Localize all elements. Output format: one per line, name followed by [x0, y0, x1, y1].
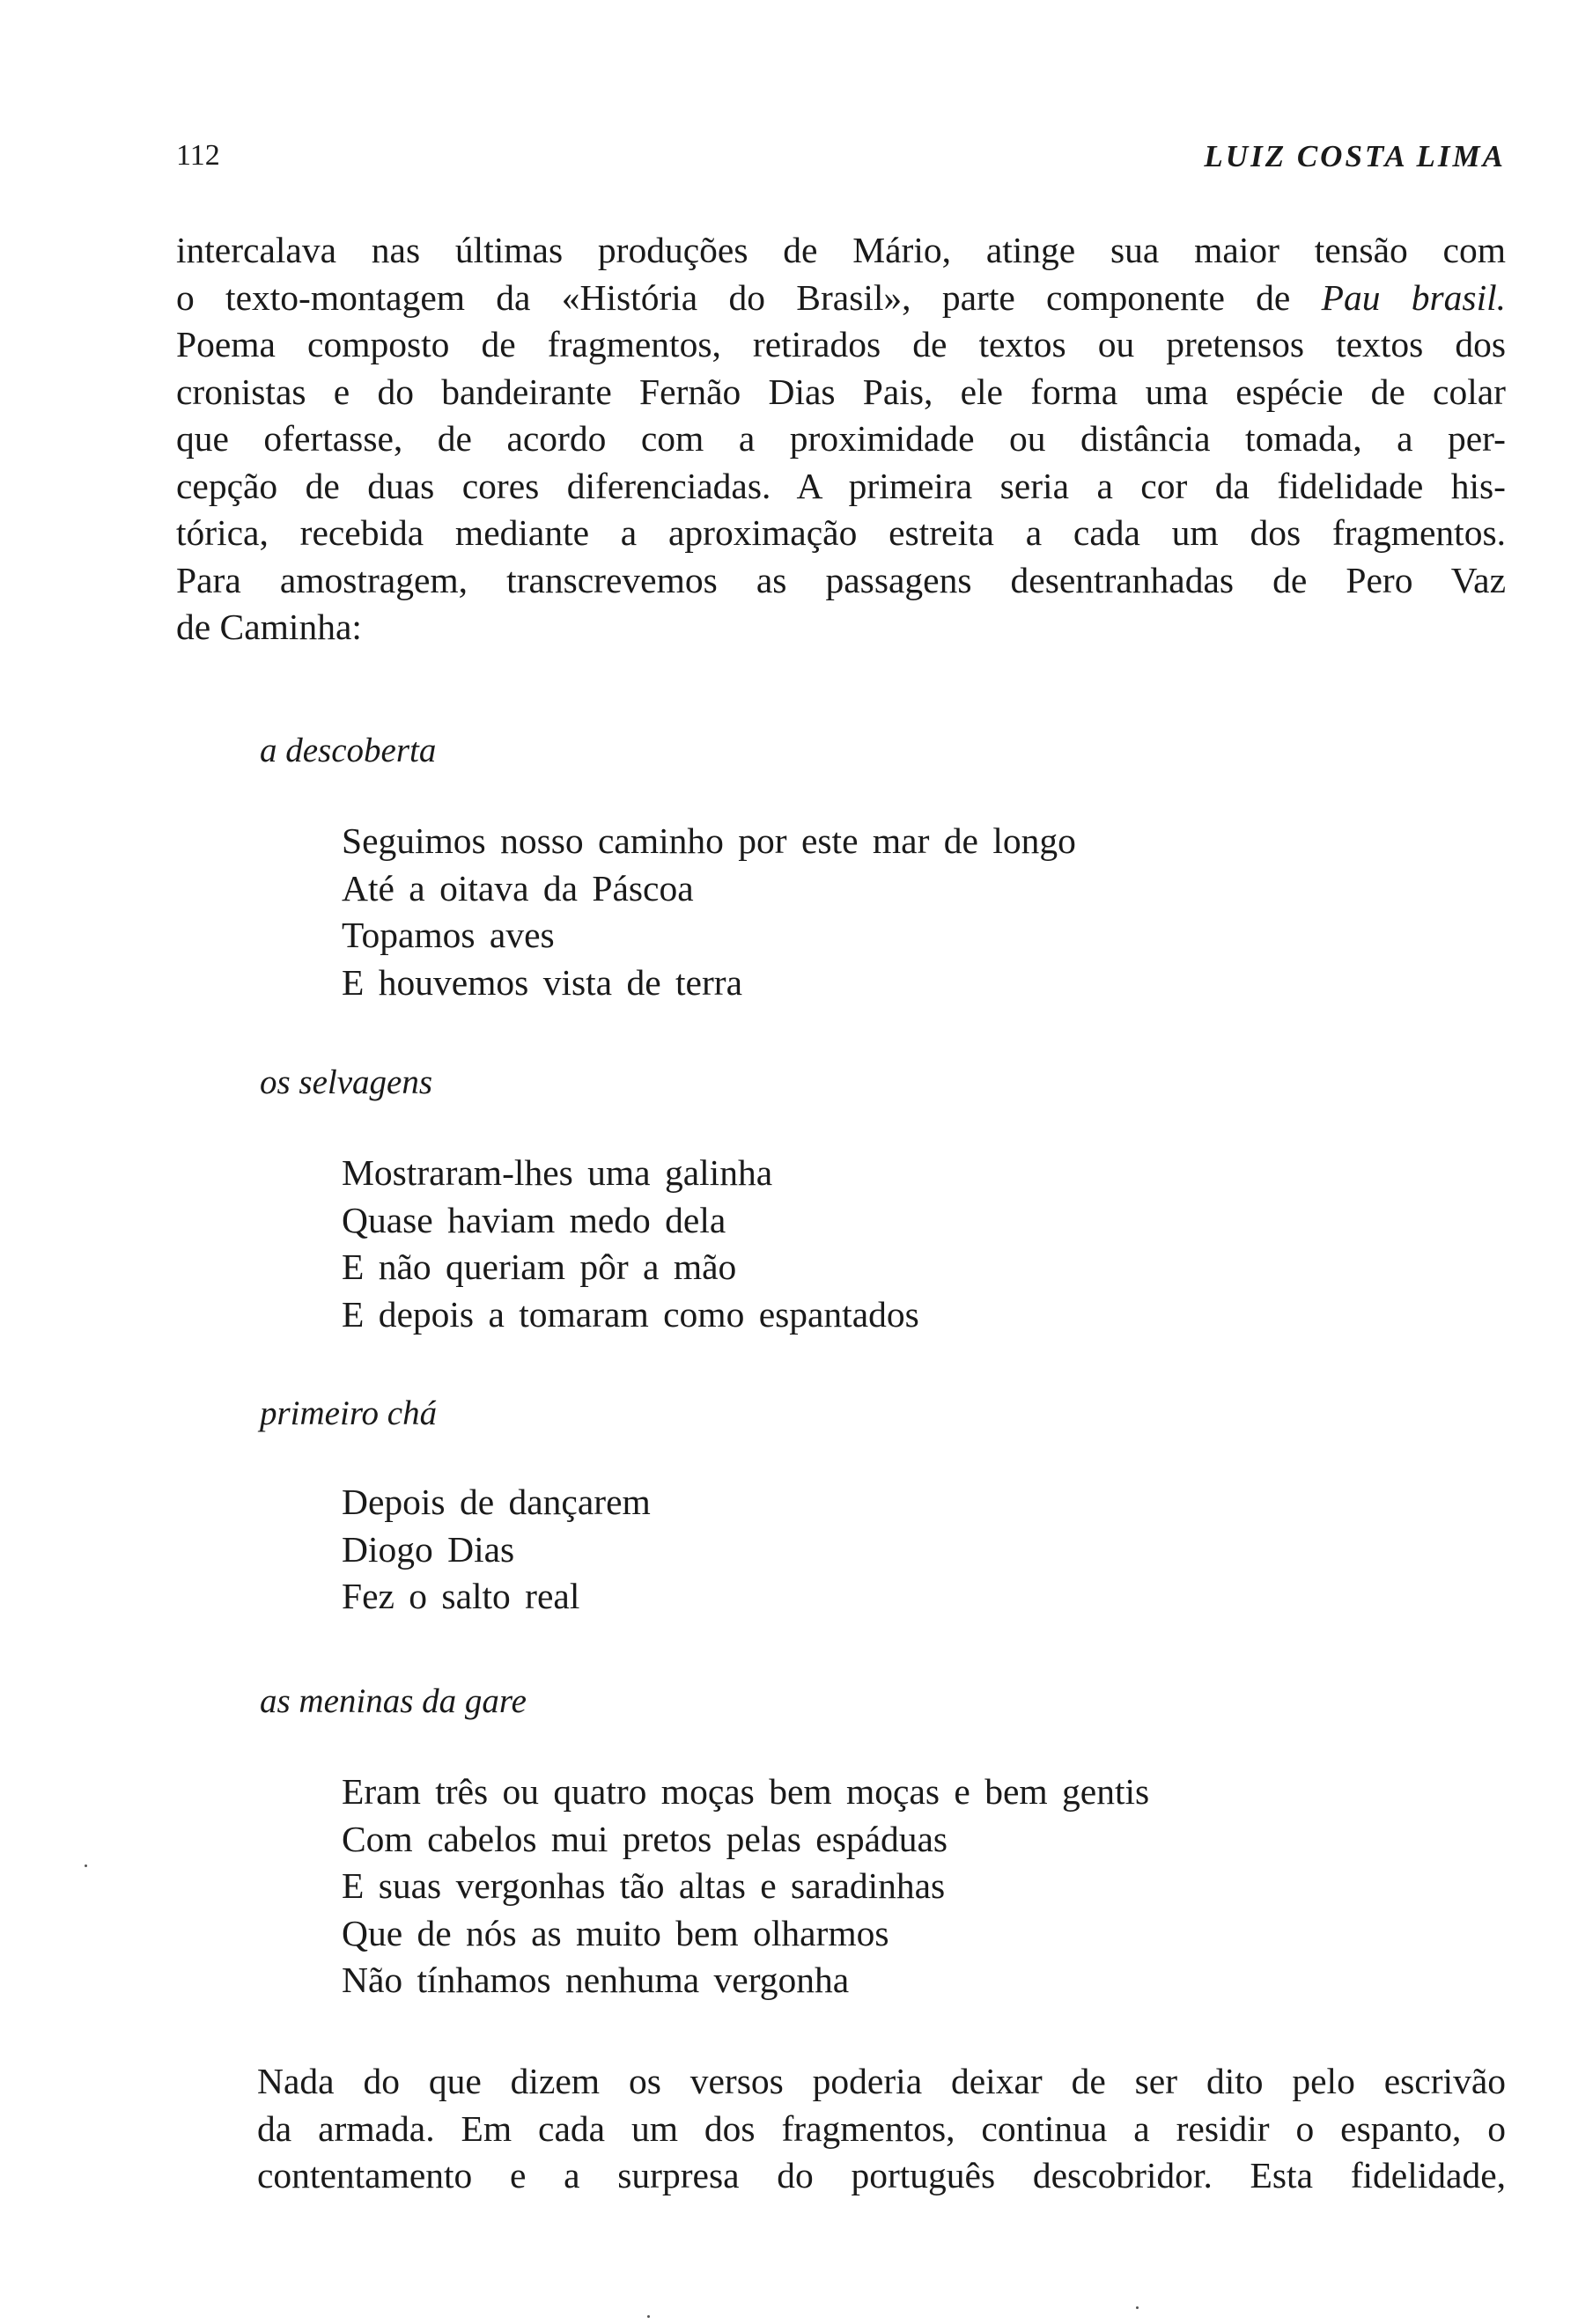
line-text: o texto-montagem da «História do Brasil», parte componente de Pau brasil. — [176, 276, 1506, 318]
verse-line: Seguimos nosso caminho por este mar de longo — [342, 820, 1076, 861]
verse-line: Eram três ou quatro moças bem moças e bem gentis — [342, 1771, 1150, 1812]
paragraph-line: que ofertasse, de acordo com a proximidade ou distância tomada, a per- — [176, 418, 1506, 459]
page-number: 112 — [176, 139, 220, 172]
paragraph-line: Poema composto de fragmentos, retirados de textos ou pretensos textos dos — [176, 324, 1506, 364]
poem-title: as meninas da gare — [260, 1682, 527, 1720]
poem-primeiro-cha — [260, 1394, 651, 1621]
verse-line: Que de nós as muito bem olharmos — [342, 1912, 889, 1953]
poem-title: primeiro chá — [260, 1394, 438, 1432]
poem-a-descoberta — [260, 731, 1076, 1006]
paragraph-line: tórica, recebida mediante a aproximação estreita a cada um dos fragmentos. — [176, 512, 1506, 553]
poem-verses — [342, 1769, 1149, 2004]
verse-line: E não queriam pôr a mão — [342, 1247, 737, 1287]
paragraph-line: cronistas e do bandeirante Fernão Dias Pais, ele forma uma espécie de colar — [176, 371, 1506, 412]
verse-line: Depois de dançarem — [342, 1482, 651, 1522]
verse-line: Quase haviam medo dela — [342, 1199, 726, 1240]
paragraph-line: Nada do que dizem os versos poderia deixar de ser dito pelo escrivão — [257, 2061, 1506, 2101]
verse-line: Diogo Dias — [342, 1528, 515, 1570]
paragraph-closing — [176, 2058, 1506, 2200]
scan-speck — [85, 1864, 87, 1867]
poem-verses — [342, 818, 1076, 1006]
paragraph-line: contentamento e a surpresa do português descobridor. Esta fidelidade, — [257, 2155, 1506, 2195]
verse-line: Até a oitava da Páscoa — [342, 867, 694, 908]
verse-line: Com cabelos mui pretos pelas espáduas — [342, 1818, 948, 1859]
poem-verses — [342, 1150, 919, 1338]
running-head: LUIZ COSTA LIMA — [1204, 139, 1506, 173]
paragraph-intro — [176, 227, 1506, 651]
scan-speck — [1136, 2306, 1139, 2309]
scan-speck — [647, 2315, 650, 2318]
paragraph-line: cepção de duas cores diferenciadas. A primeira seria a cor da fidelidade his- — [176, 465, 1506, 506]
verse-line: Não tínhamos nenhuma vergonha — [342, 1960, 850, 2000]
poem-os-selvagens — [260, 1063, 919, 1338]
paragraph-line: Para amostragem, transcrevemos as passagens desentranhadas de Pero Vaz — [176, 559, 1506, 600]
paragraph-line: intercalava nas últimas produções de Mário, atinge sua maior tensão com — [176, 230, 1506, 270]
poem-title: a descoberta — [260, 732, 437, 769]
paragraph-line: da armada. Em cada um dos fragmentos, continua a residir o espanto, o — [257, 2107, 1506, 2149]
paragraph-line — [176, 275, 1506, 322]
paragraph-line: de Caminha: — [176, 607, 362, 647]
verse-line: Topamos aves — [342, 915, 555, 955]
book-title: Pau brasil. — [1321, 276, 1506, 318]
verse-line: E depois a tomaram como espantados — [342, 1293, 919, 1335]
page-header — [176, 139, 1506, 183]
verse-line: Mostraram-lhes uma galinha — [342, 1152, 773, 1193]
poem-as-meninas-da-gare — [260, 1681, 1150, 2004]
verse-line: E houvemos vista de terra — [342, 961, 743, 1003]
poem-title: os selvagens — [260, 1063, 433, 1101]
poem-verses — [342, 1479, 651, 1621]
verse-line: E suas vergonhas tão altas e saradinhas — [342, 1865, 946, 1906]
verse-line: Fez o salto real — [342, 1576, 580, 1616]
